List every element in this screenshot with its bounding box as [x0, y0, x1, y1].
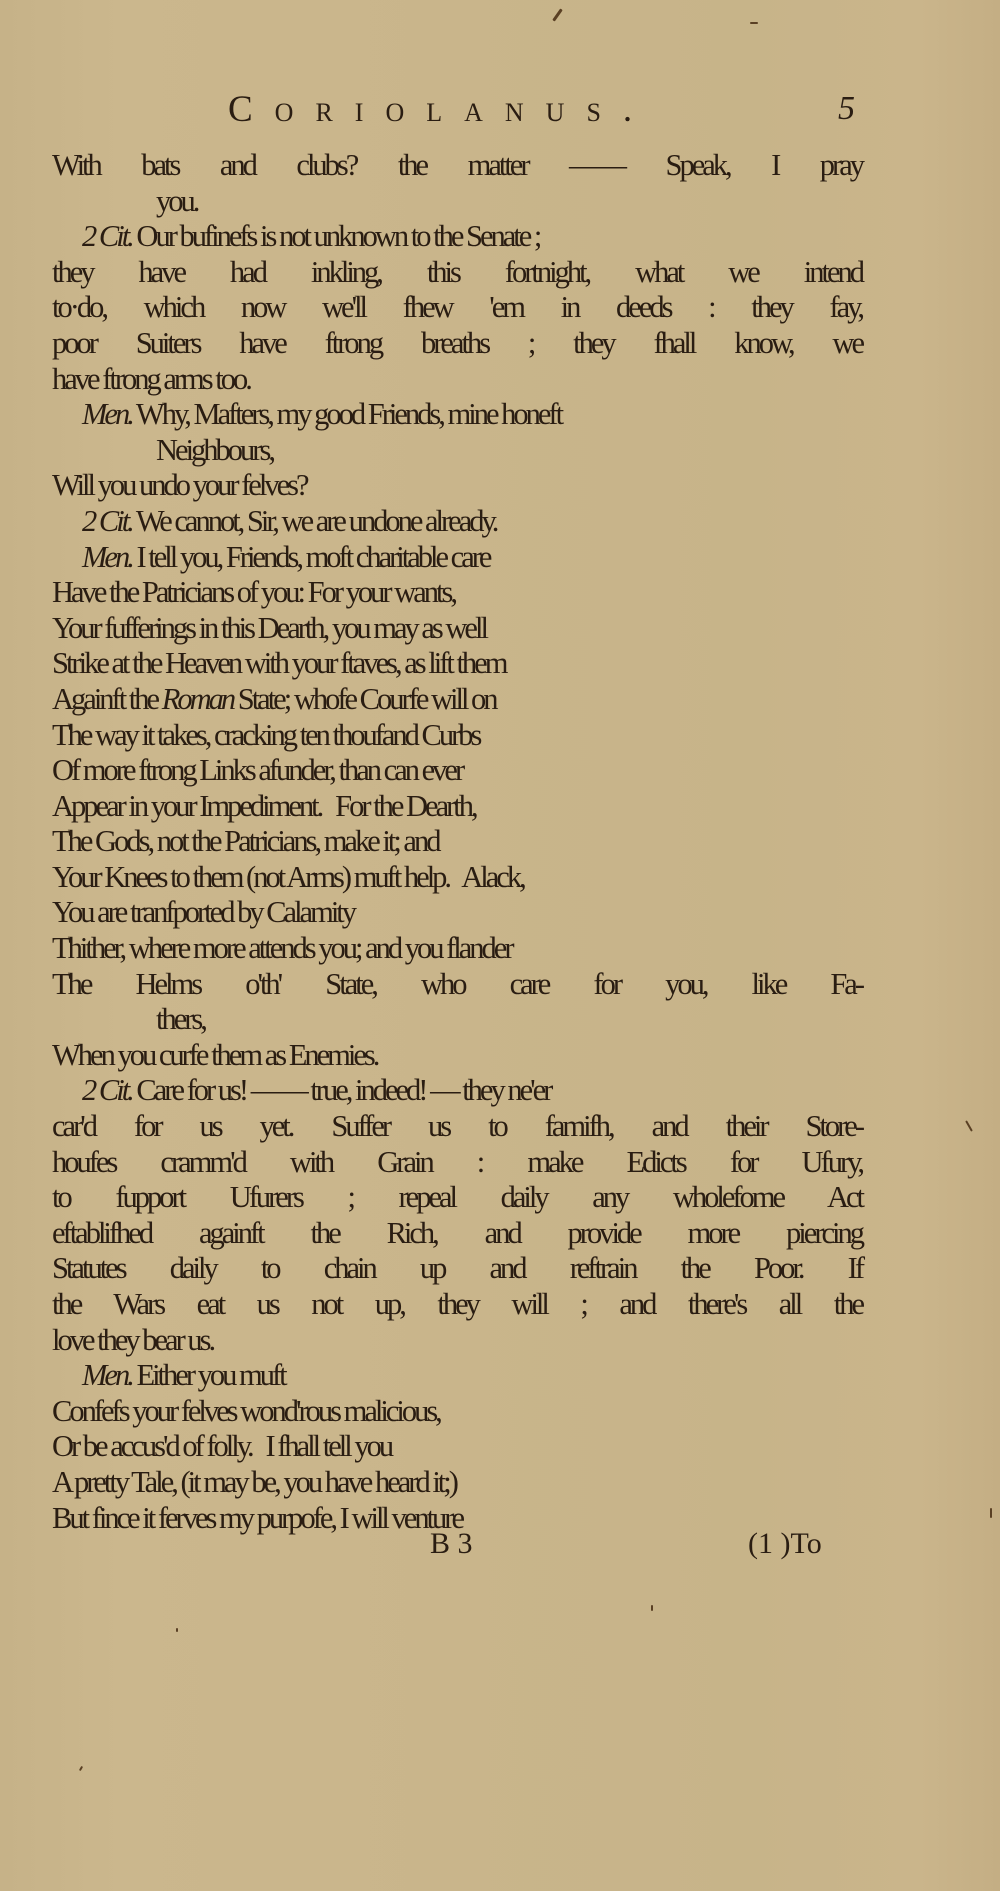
line-text: The Helms o'th' State, who care for you, like Fa- [52, 966, 862, 1001]
signature-mark: B 3 [430, 1527, 473, 1560]
line-text: We cannot, Sir, we are undone already. [131, 503, 497, 538]
text-line [52, 1145, 862, 1181]
text-line [52, 1429, 862, 1465]
line-text: Our bufinefs is not unknown to the Senate ; [131, 219, 540, 254]
text-line [52, 860, 862, 896]
line-text: have ftrong arms too. [52, 361, 250, 396]
line-text: Or be accus'd of folly. I fhall tell you [52, 1429, 392, 1464]
text-line [52, 1038, 862, 1074]
line-text: Have the Patricians of you: For your wants, [52, 575, 455, 610]
line-text: Strike at the Heaven with your ftaves, as lift them [52, 646, 506, 681]
paper-speck [176, 1628, 178, 1632]
text-line [52, 931, 862, 967]
line-text: Either you muft [131, 1358, 285, 1393]
text-line [52, 433, 862, 469]
line-text: the Wars eat us not up, they will ; and there's all the [52, 1287, 862, 1321]
line-text: Confefs your felves wond'rous malicious, [52, 1393, 440, 1428]
paper-speck [552, 8, 562, 21]
text-line [52, 1465, 862, 1501]
text-line [52, 718, 862, 754]
speaker-prefix: Men. [82, 539, 132, 574]
line-text: The Gods, not the Patricians, make it; and [52, 824, 439, 859]
paper-speck [750, 22, 758, 24]
speech-line [52, 504, 862, 540]
line-text: The way it takes, cracking ten thoufand Curbs [52, 717, 480, 752]
line-text: When you curfe them as Enemies. [52, 1037, 378, 1072]
text-line [52, 1109, 862, 1145]
line-text: Statutes daily to chain up and reftrain the Poor. If [52, 1251, 862, 1286]
line-text: poor Suiters have ftrong breaths ; they fhall know, we [52, 325, 862, 360]
line-text: A pretty Tale, (it may be, you have heard it;) [52, 1464, 456, 1499]
text-line [52, 1216, 862, 1252]
text-line [52, 1251, 862, 1287]
speech-line [52, 1358, 862, 1394]
line-text: car'd for us yet. Suffer us to famifh, and their Store- [52, 1109, 862, 1144]
paper-speck [965, 1120, 973, 1131]
text-line [52, 326, 862, 362]
line-text: to·do, which now we'll fhew 'em in deeds : they fay, [52, 290, 862, 325]
line-text: you. [156, 183, 198, 218]
speech-line [52, 219, 862, 255]
line-text: Appear in your Impediment. For the Dearth, [52, 788, 476, 823]
line-text: Of more ftrong Links afunder, than can ever [52, 753, 463, 788]
paper-speck [990, 1508, 992, 1518]
text-line [52, 1394, 862, 1430]
line-text: Your Knees to them (not Arms) muft help. Alack, [52, 859, 524, 894]
text-line [52, 1180, 862, 1216]
text-line [52, 753, 862, 789]
line-text: Neighbours, [156, 432, 273, 467]
paper-speck [651, 1605, 653, 1611]
paper-speck [79, 1766, 83, 1771]
text-line [52, 362, 862, 398]
speaker-prefix: 2 Cit. [82, 1073, 132, 1108]
speaker-prefix: 2 Cit. [82, 503, 132, 538]
text-line [52, 468, 862, 504]
text-line [52, 575, 862, 611]
speech-line [52, 540, 862, 576]
text-line [52, 1287, 862, 1323]
speech-line [52, 397, 862, 433]
speaker-prefix: 2 Cit. [82, 219, 132, 254]
line-text: Thither, where more attends you; and you flander [52, 931, 512, 966]
line-text: Againft the [52, 681, 162, 716]
line-text: eftablifhed againft the Rich, and provide more piercing [52, 1215, 862, 1250]
speaker-prefix: Men. [82, 1358, 132, 1393]
text-line [52, 611, 862, 647]
page-number: 5 [838, 90, 855, 127]
running-title: Coriolanus. [228, 89, 655, 130]
line-text: they have had inkling, this fortnight, what we intend [52, 254, 862, 289]
speech-line [52, 1073, 862, 1109]
line-text: State; whofe Courfe will on [233, 681, 496, 716]
text-line [52, 290, 862, 326]
text-line [52, 1323, 862, 1359]
text-line [52, 967, 862, 1003]
text-line [52, 255, 862, 291]
page-header [0, 88, 1000, 138]
italic-word: Roman [161, 681, 234, 716]
line-text: Care for us! —— true, indeed! — they ne'er [131, 1073, 551, 1108]
text-line [52, 148, 862, 184]
line-text: Your fufferings in this Dearth, you may as well [52, 610, 486, 645]
line-text: thers, [156, 1002, 205, 1037]
text-line [52, 646, 862, 682]
text-line [52, 184, 862, 220]
text-line [52, 895, 862, 931]
text-block [52, 148, 862, 1536]
line-text: love they bear us. [52, 1322, 214, 1357]
speaker-prefix: Men. [82, 397, 132, 432]
text-line [52, 1002, 862, 1038]
line-text: Why, Mafters, my good Friends, mine honeft [131, 397, 562, 432]
catchword: (1 )To [748, 1527, 822, 1560]
line-text: With bats and clubs? the matter —— Speak, I pray [52, 148, 862, 182]
line-text: You are tranfported by Calamity [52, 895, 355, 930]
line-text: to fupport Ufurers ; repeal daily any wholefome Act [52, 1180, 862, 1215]
text-line [52, 789, 862, 825]
page-footer [0, 1527, 1000, 1567]
line-text: houfes cramm'd with Grain : make Edicts for Ufury, [52, 1144, 862, 1179]
text-line [52, 824, 862, 860]
text-line [52, 682, 862, 718]
line-text: But fince it ferves my purpofe, I will venture [52, 1500, 462, 1535]
line-text: I tell you, Friends, moft charitable care [131, 539, 490, 574]
line-text: Will you undo your felves? [52, 468, 307, 503]
